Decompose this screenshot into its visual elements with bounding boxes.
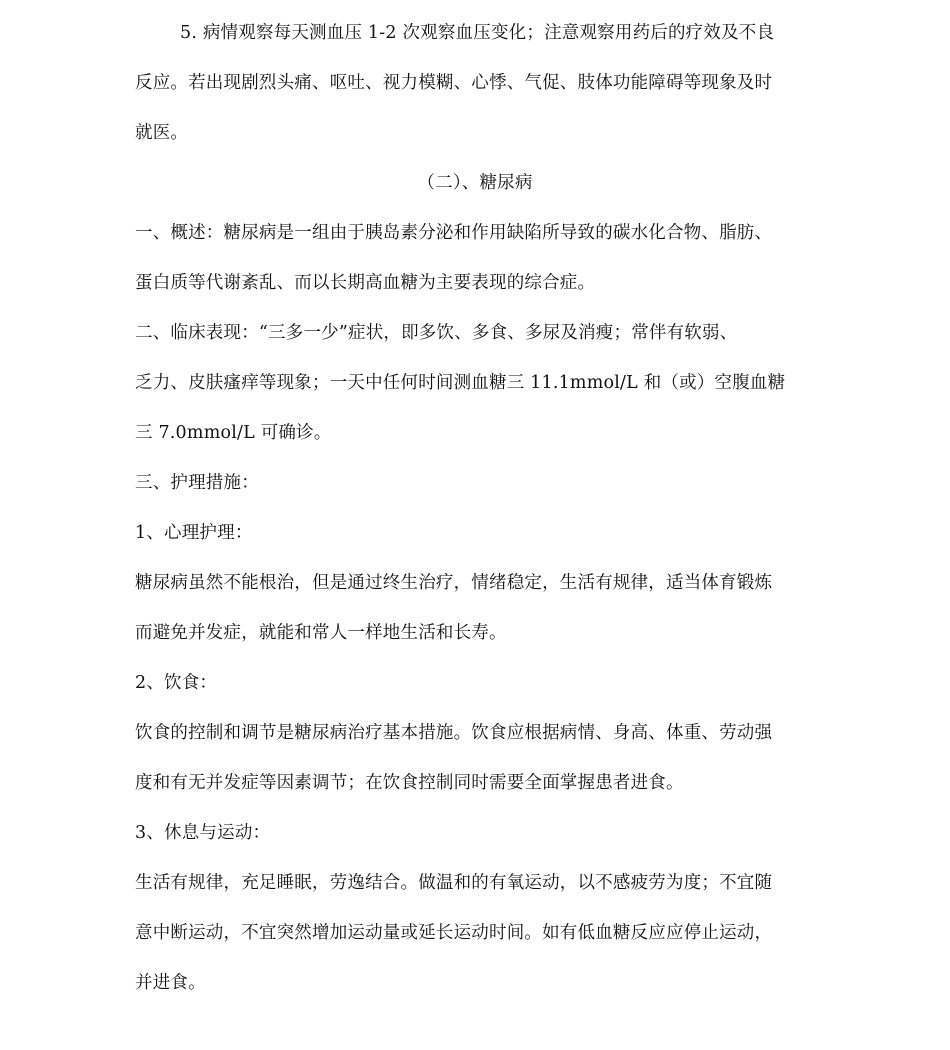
- subheading-rest-exercise: 3、休息与运动：: [135, 823, 271, 843]
- text-line-psychological-2: 而避免并发症，就能和常人一样地生活和长寿。: [135, 623, 507, 643]
- subheading-diet: 2、饮食：: [135, 673, 218, 693]
- section-heading-diabetes: （二）、糖尿病: [417, 173, 533, 193]
- subheading-nursing-measures: 三、护理措施：: [135, 473, 259, 493]
- text-line-clinical-3: 三 7.0mmol/L 可确诊。: [135, 423, 332, 443]
- text-line-observation-1: 5. 病情观察每天测血压 1-2 次观察血压变化；注意观察用药后的疗效及不良: [180, 23, 775, 43]
- text-line-observation-2: 反应。若出现剧烈头痛、呕吐、视力模糊、心悸、气促、肢体功能障碍等现象及时: [135, 73, 773, 93]
- text-line-exercise-2: 意中断运动，不宜突然增加运动量或延长运动时间。如有低血糖反应应停止运动，: [135, 923, 773, 943]
- text-line-overview-1: 一、概述：糖尿病是一组由于胰岛素分泌和作用缺陷所导致的碳水化合物、脂肪、: [135, 223, 773, 243]
- text-line-overview-2: 蛋白质等代谢紊乱、而以长期高血糖为主要表现的综合症。: [135, 273, 596, 293]
- text-line-exercise-3: 并进食。: [135, 973, 206, 993]
- text-line-diet-2: 度和有无并发症等因素调节；在饮食控制同时需要全面掌握患者进食。: [135, 773, 684, 793]
- text-line-clinical-2: 乏力、皮肤瘙痒等现象；一天中任何时间测血糖三 11.1mmol/L 和（或）空腹血糖: [135, 373, 786, 393]
- text-line-observation-3: 就医。: [135, 123, 189, 143]
- text-line-clinical-1: 二、临床表现：“三多一少”症状，即多饮、多食、多尿及消瘦；常伴有软弱、: [135, 323, 738, 343]
- text-line-diet-1: 饮食的控制和调节是糖尿病治疗基本措施。饮食应根据病情、身高、体重、劳动强: [135, 723, 773, 743]
- subheading-psychological-care: 1、心理护理：: [135, 523, 253, 543]
- text-line-exercise-1: 生活有规律，充足睡眠，劳逸结合。做温和的有氧运动，以不感疲劳为度；不宜随: [135, 873, 773, 893]
- text-line-psychological-1: 糖尿病虽然不能根治，但是通过终生治疗，情绪稳定，生活有规律，适当体育锻炼: [135, 573, 773, 593]
